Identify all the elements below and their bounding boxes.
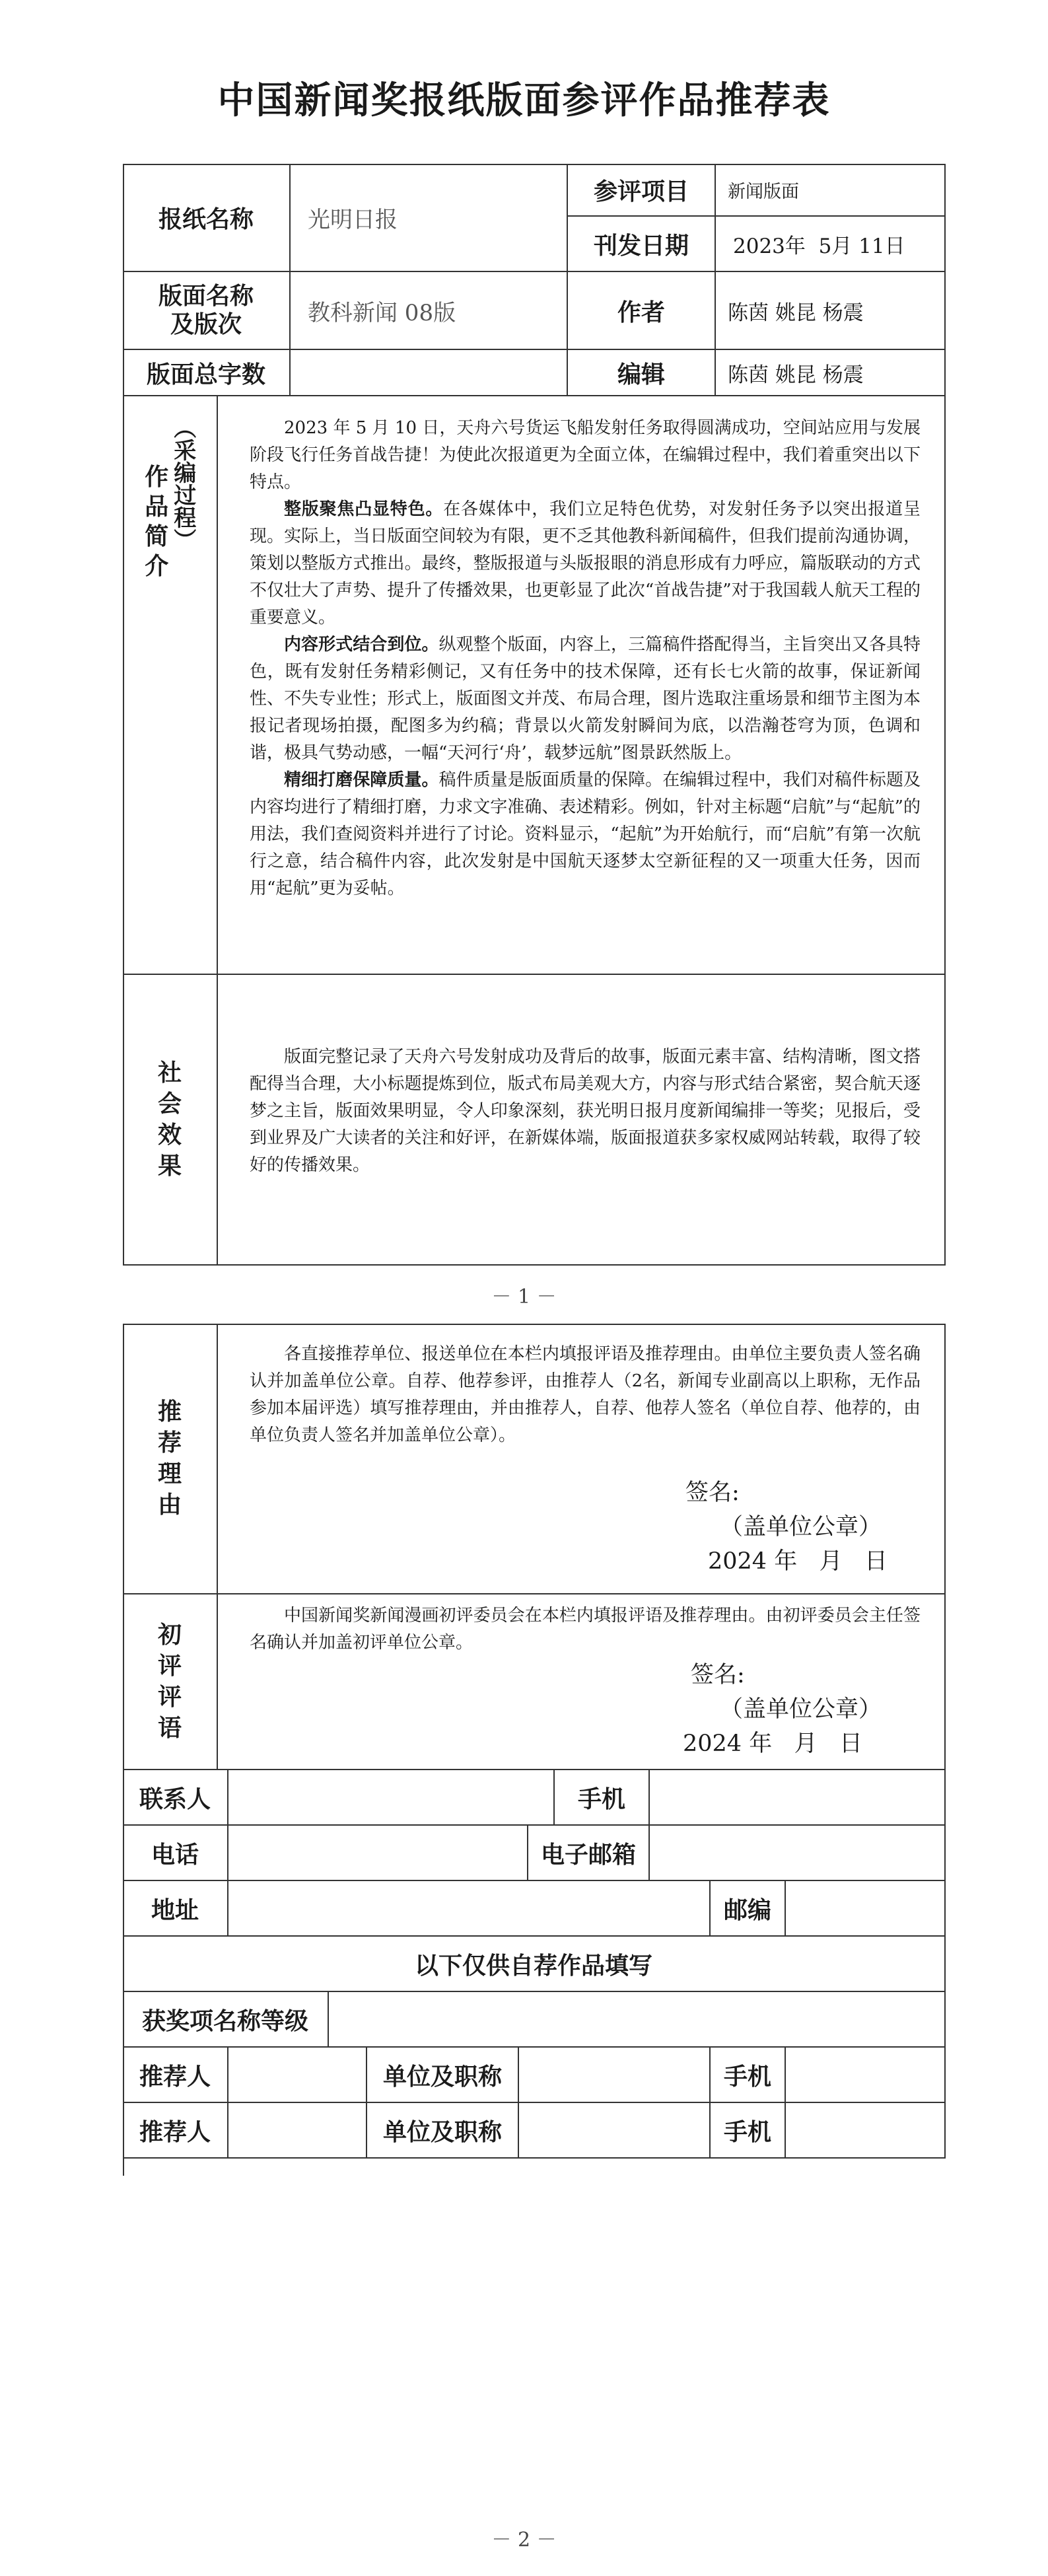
effect-label	[123, 975, 218, 1266]
review-label-char-3: 评	[157, 1683, 182, 1711]
editor-label: 编辑	[568, 350, 716, 396]
review-label-char-2: 评	[157, 1652, 182, 1680]
intro-paragraph-2-body: 在各媒体中，我们立足特色优势，对发射任务予以突出报道呈现。实际上，当日版面空间较为有限，更不乏其他教科新闻稿件，但我们提前沟通协调，策划以整版方式推出。最终，整版报道与头版报眼的消息形成有力呼应，篇版联动的方式不仅壮大了声势、提升了传播效果，也更彰显了此次“首战告捷”对于我国载人航天工程的重要意义。	[250, 499, 921, 627]
phone-label: 电话	[123, 1826, 228, 1881]
email-label: 电子邮箱	[528, 1826, 650, 1881]
intro-text[interactable]	[218, 396, 946, 975]
postcode-value[interactable]	[786, 1881, 946, 1937]
layout-name-label	[123, 272, 291, 350]
category-label: 参评项目	[568, 164, 716, 217]
reason-label	[123, 1324, 218, 1594]
page-number-2: － 2 －	[491, 2528, 557, 2552]
address-value[interactable]	[228, 1881, 711, 1937]
intro-paragraph-3	[250, 631, 921, 767]
intro-paragraph-4-heading: 精细打磨保障质量。	[284, 770, 439, 790]
reason-paragraph: 各直接推荐单位、报送单位在本栏内填报评语及推荐理由。由单位主要负责人签名确认并加盖单位公章。自荐、他荐参评，由推荐人（2名，新闻专业副高以上职称，无作品参加本届评选）填写推荐理由，并由推荐人，自荐、他荐人签名（单位自荐、他荐的，由单位负责人签名并加盖单位公章）。	[250, 1344, 921, 1445]
recommender-2-unit-label: 单位及职称	[367, 2103, 519, 2159]
address-label: 地址	[123, 1881, 228, 1937]
intro-paragraph-4-body: 稿件质量是版面质量的保障。在编辑过程中，我们对稿件标题及内容均进行了精细打磨，力求文字准确、表述精彩。例如，针对主标题“启航”与“起航”的用法，我们查阅资料并进行了讨论。资料显示，“起航”为开始航行，而“启航”有第一次航行之意，结合稿件内容，此次发射是中国航天逐梦太空新征程的又一项重大任务，因而用“起航”更为妥帖。	[250, 770, 921, 898]
recommender-1-label: 推荐人	[123, 2048, 228, 2103]
reason-label-char-3: 理	[157, 1460, 182, 1487]
intro-label-sub: （采编过程）	[169, 416, 196, 551]
recommender-1-unit-label: 单位及职称	[367, 2048, 519, 2103]
word-count-label: 版面总字数	[123, 350, 291, 396]
recommender-2-unit-value[interactable]	[519, 2103, 711, 2159]
author-label: 作者	[568, 272, 716, 350]
effect-label-char-4: 果	[157, 1151, 182, 1180]
reason-label-char-4: 由	[157, 1490, 182, 1519]
postcode-label: 邮编	[711, 1881, 786, 1937]
category-value[interactable]: 新闻版面	[716, 164, 946, 217]
review-date: 2024 年 月 日	[683, 1731, 862, 1757]
review-label-char-1: 初	[157, 1621, 182, 1649]
newspaper-name-label: 报纸名称	[123, 164, 291, 272]
mobile-value[interactable]	[650, 1770, 946, 1826]
effect-label-char-2: 会	[157, 1090, 182, 1118]
layout-name-label-text: 版面名称及版次	[158, 281, 254, 338]
intro-paragraph-2	[250, 496, 921, 631]
word-count-value[interactable]	[291, 350, 568, 396]
intro-paragraph-3-body: 纵观整个版面，内容上，三篇稿件搭配得当，主旨突出又各具特色，既有发射任务精彩侧记，又有任务中的技术保障，还有长七火箭的故事，保证新闻性、不失专业性；形式上，版面图文并茂、布局合理，图片选取注重场景和细节主图为本报记者现场拍摄，配图多为约稿；背景以火箭发射瞬间为底，以浩瀚苍穹为顶，色调和谐，极具气势动感，一幅“天河行‘舟’，载梦远航”图景跃然版上。	[250, 635, 921, 763]
intro-paragraph-1: 2023 年 5 月 10 日，天舟六号货运飞船发射任务取得圆满成功，空间站应用与发展阶段飞行任务首战告捷！为使此次报道更为全面立体，在编辑过程中，我们着重突出以下特点。	[250, 418, 921, 492]
layout-name-value[interactable]: 教科新闻 08版	[291, 272, 568, 350]
review-seal: （盖单位公章）	[720, 1696, 882, 1723]
contact-value[interactable]	[228, 1770, 555, 1826]
reason-sign: 签名:	[685, 1480, 740, 1506]
date-value[interactable]: 2023年 5月 11日	[716, 217, 946, 272]
award-value[interactable]	[329, 1992, 946, 2048]
intro-label-char-1: 作	[145, 463, 169, 491]
intro-label-char-2: 品	[145, 493, 169, 520]
phone-value[interactable]	[228, 1826, 528, 1881]
reason-date: 2024 年 月 日	[708, 1548, 888, 1575]
newspaper-name-value[interactable]: 光明日报	[291, 164, 568, 272]
intro-paragraph-3-heading: 内容形式结合到位。	[284, 635, 439, 655]
intro-label	[123, 396, 218, 975]
intro-paragraph-2-heading: 整版聚焦凸显特色。	[284, 499, 444, 519]
recommender-2-value[interactable]	[228, 2103, 367, 2159]
intro-paragraph-4	[250, 767, 921, 902]
self-recommend-note: 以下仅供自荐作品填写	[123, 1937, 946, 1992]
page-number-1: － 1 －	[491, 1285, 557, 1308]
recommender-1-value[interactable]	[228, 2048, 367, 2103]
effect-paragraph: 版面完整记录了天舟六号发射成功及背后的故事，版面元素丰富、结构清晰，图文搭配得当合理，大小标题提炼到位，版式布局美观大方，内容与形式结合紧密，契合航天逐梦之主旨，版面效果明显，令人印象深刻，获光明日报月度新闻编排一等奖；见报后，受到业界及广大读者的关注和好评，在新媒体端，版面报道获多家权威网站转载，取得了较好的传播效果。	[250, 1047, 921, 1175]
recommender-2-label: 推荐人	[123, 2103, 228, 2159]
intro-label-char-3: 简	[145, 522, 169, 550]
author-value[interactable]: 陈茵 姚昆 杨震	[716, 272, 946, 350]
review-label	[123, 1594, 218, 1770]
reason-label-char-1: 推	[157, 1398, 182, 1426]
reason-seal: （盖单位公章）	[720, 1514, 882, 1540]
reason-label-char-2: 荐	[157, 1429, 182, 1457]
effect-label-char-1: 社	[157, 1059, 182, 1087]
page-title: 中国新闻奖报纸版面参评作品推荐表	[217, 79, 831, 122]
editor-value[interactable]: 陈茵 姚昆 杨震	[716, 350, 946, 396]
email-value[interactable]	[650, 1826, 946, 1881]
review-label-char-4: 语	[157, 1713, 182, 1742]
recommender-1-mobile-value[interactable]	[786, 2048, 946, 2103]
date-label: 刊发日期	[568, 217, 716, 272]
award-label: 获奖项名称等级	[123, 1992, 329, 2048]
contact-label: 联系人	[123, 1770, 228, 1826]
effect-label-char-3: 效	[157, 1121, 182, 1149]
recommender-1-mobile-label: 手机	[711, 2048, 786, 2103]
mobile-label: 手机	[555, 1770, 650, 1826]
intro-label-char-4: 介	[145, 552, 169, 580]
review-paragraph: 中国新闻奖新闻漫画初评委员会在本栏内填报评语及推荐理由。由初评委员会主任签名确认并加盖初评单位公章。	[250, 1606, 921, 1653]
review-sign: 签名:	[691, 1662, 745, 1688]
recommender-2-mobile-label: 手机	[711, 2103, 786, 2159]
effect-text[interactable]	[218, 975, 946, 1266]
recommender-1-unit-value[interactable]	[519, 2048, 711, 2103]
recommender-2-mobile-value[interactable]	[786, 2103, 946, 2159]
